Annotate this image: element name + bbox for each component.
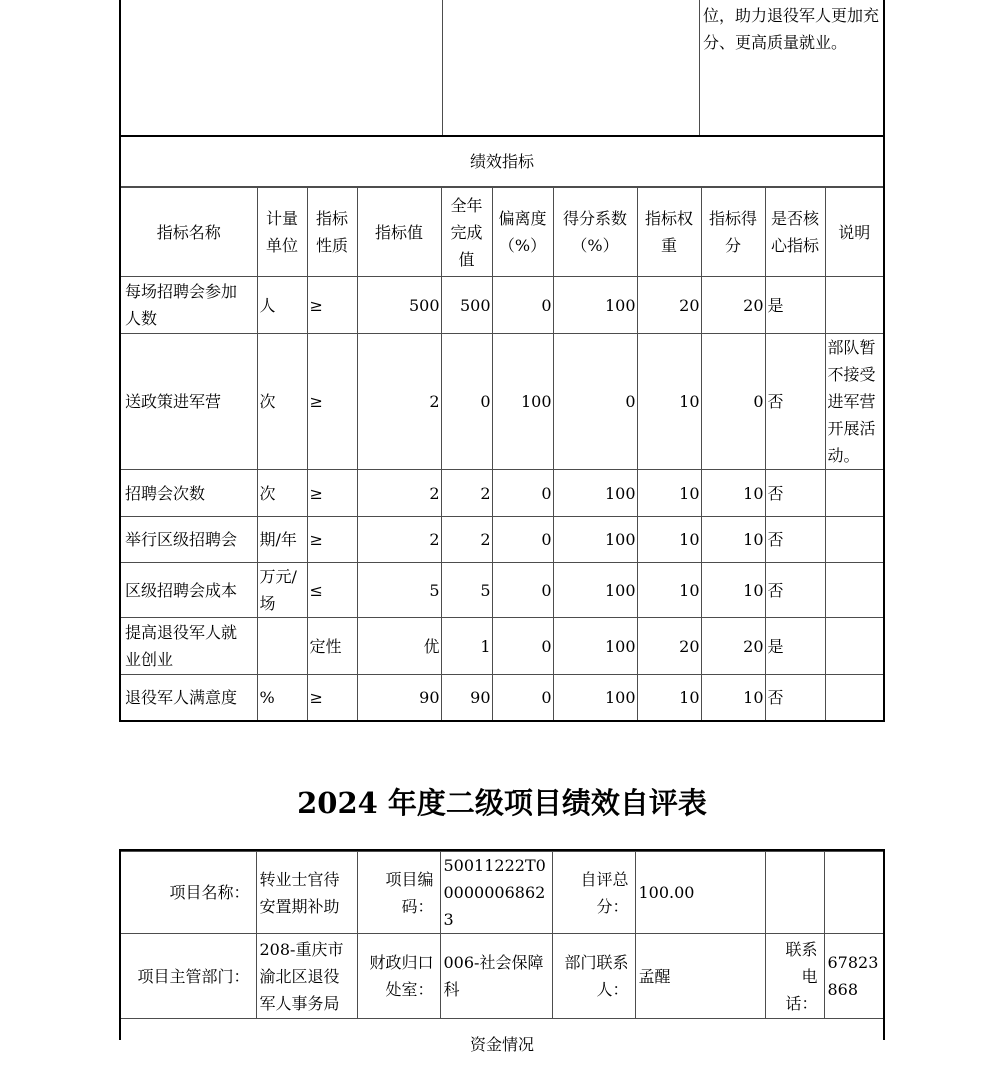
self-score-label: 自评总分： bbox=[552, 852, 635, 934]
section-header-label: 绩效指标 bbox=[469, 152, 534, 171]
performance-table bbox=[119, 0, 885, 722]
table-cell: 10 bbox=[637, 517, 701, 563]
info-empty-label bbox=[765, 852, 824, 934]
table-cell: 是 bbox=[765, 618, 825, 675]
table-cell: 2 bbox=[357, 517, 441, 563]
table-cell: 2 bbox=[441, 470, 492, 517]
col-header-score: 指标得分 bbox=[701, 188, 765, 277]
table-cell: 送政策进军营 bbox=[121, 334, 257, 470]
funding-section-row bbox=[121, 1019, 883, 1072]
table-cell: ≥ bbox=[307, 517, 357, 563]
table-cell: 0 bbox=[492, 563, 553, 618]
table-cell: 90 bbox=[357, 675, 441, 720]
table-cell: 0 bbox=[492, 517, 553, 563]
contact-person-value: 孟醒 bbox=[635, 934, 765, 1019]
table-cell: 100 bbox=[553, 277, 637, 334]
table-cell: 100 bbox=[553, 675, 637, 720]
info-empty-value bbox=[824, 852, 883, 934]
page-title: 2024 年度二级项目绩效自评表 bbox=[297, 786, 707, 820]
table-cell bbox=[257, 618, 307, 675]
col-header-remarks: 说明 bbox=[825, 188, 883, 277]
col-header-target-value: 指标值 bbox=[357, 188, 441, 277]
table-cell: 0 bbox=[492, 618, 553, 675]
table-cell: 10 bbox=[701, 470, 765, 517]
project-name-label: 项目名称： bbox=[121, 852, 256, 934]
project-info-table bbox=[119, 849, 885, 1054]
table-cell: 100 bbox=[553, 470, 637, 517]
phone-value: 67823868 bbox=[824, 934, 883, 1019]
col-header-unit: 计量单位 bbox=[257, 188, 307, 277]
continuation-cell-2 bbox=[443, 0, 700, 135]
table-row bbox=[121, 517, 883, 563]
col-header-annual-completion: 全年完成值 bbox=[441, 188, 492, 277]
finance-office-value: 006-社会保障科 bbox=[440, 934, 552, 1019]
table-cell: 提高退役军人就业创业 bbox=[121, 618, 257, 675]
table-cell: 否 bbox=[765, 517, 825, 563]
continuation-cell-3: 位，助力退役军人更加充分、更高质量就业。 bbox=[703, 6, 880, 52]
continuation-row bbox=[121, 0, 883, 137]
phone-label: 联系电话： bbox=[765, 934, 824, 1019]
table-cell: 次 bbox=[257, 470, 307, 517]
table-cell: 0 bbox=[492, 470, 553, 517]
table-cell: ≥ bbox=[307, 675, 357, 720]
table-row bbox=[121, 334, 883, 470]
table-cell: 20 bbox=[637, 277, 701, 334]
department-value: 208-重庆市渝北区退役军人事务局 bbox=[256, 934, 357, 1019]
table-cell: 10 bbox=[637, 563, 701, 618]
table-cell: 万元/场 bbox=[257, 563, 307, 618]
table-cell: 0 bbox=[553, 334, 637, 470]
table-cell: 100 bbox=[553, 563, 637, 618]
table-cell: 2 bbox=[357, 334, 441, 470]
table-cell bbox=[825, 675, 883, 720]
table-cell: 100 bbox=[553, 517, 637, 563]
table-cell: 区级招聘会成本 bbox=[121, 563, 257, 618]
table-cell: 否 bbox=[765, 334, 825, 470]
col-header-score-coefficient: 得分系数（%） bbox=[553, 188, 637, 277]
table-cell: 0 bbox=[492, 277, 553, 334]
table-cell bbox=[825, 517, 883, 563]
table-cell: 10 bbox=[701, 675, 765, 720]
table-cell: 20 bbox=[637, 618, 701, 675]
table-cell: 招聘会次数 bbox=[121, 470, 257, 517]
table-cell: 0 bbox=[701, 334, 765, 470]
col-header-core: 是否核心指标 bbox=[765, 188, 825, 277]
info-row-1 bbox=[121, 852, 883, 934]
table-cell: ≤ bbox=[307, 563, 357, 618]
table-cell: 否 bbox=[765, 675, 825, 720]
self-score-value: 100.00 bbox=[635, 852, 765, 934]
table-cell: 次 bbox=[257, 334, 307, 470]
table-cell: 10 bbox=[701, 563, 765, 618]
table-row bbox=[121, 618, 883, 675]
col-header-indicator-name: 指标名称 bbox=[121, 188, 257, 277]
table-cell: 500 bbox=[441, 277, 492, 334]
table-cell: 10 bbox=[701, 517, 765, 563]
table-cell: 1 bbox=[441, 618, 492, 675]
indicator-header-row bbox=[121, 188, 883, 277]
table-cell: 期/年 bbox=[257, 517, 307, 563]
department-label: 项目主管部门： bbox=[121, 934, 256, 1019]
table-cell bbox=[825, 277, 883, 334]
table-cell: 100 bbox=[492, 334, 553, 470]
table-cell: 部队暂不接受进军营开展活动。 bbox=[825, 334, 883, 470]
table-cell: 优 bbox=[357, 618, 441, 675]
table-cell: 10 bbox=[637, 470, 701, 517]
project-code-label: 项目编码： bbox=[357, 852, 440, 934]
col-header-nature: 指标性质 bbox=[307, 188, 357, 277]
table-cell: 5 bbox=[357, 563, 441, 618]
table-row bbox=[121, 277, 883, 334]
finance-office-label: 财政归口处室： bbox=[357, 934, 440, 1019]
table-cell: 否 bbox=[765, 563, 825, 618]
table-row bbox=[121, 675, 883, 720]
table-row bbox=[121, 470, 883, 517]
table-cell: 5 bbox=[441, 563, 492, 618]
table-cell: % bbox=[257, 675, 307, 720]
table-cell: 举行区级招聘会 bbox=[121, 517, 257, 563]
section-header-performance-indicators bbox=[121, 137, 883, 187]
table-cell: 2 bbox=[441, 517, 492, 563]
project-name-value: 转业士官待安置期补助 bbox=[256, 852, 357, 934]
col-header-weight: 指标权重 bbox=[637, 188, 701, 277]
table-cell: 定性 bbox=[307, 618, 357, 675]
table-cell: 20 bbox=[701, 277, 765, 334]
section-header-funding: 资金情况 bbox=[121, 1019, 883, 1072]
table-cell: 2 bbox=[357, 470, 441, 517]
table-cell bbox=[825, 563, 883, 618]
table-cell: 10 bbox=[637, 675, 701, 720]
col-header-deviation: 偏离度（%） bbox=[492, 188, 553, 277]
table-cell: 500 bbox=[357, 277, 441, 334]
contact-person-label: 部门联系人： bbox=[552, 934, 635, 1019]
continuation-cell-1 bbox=[121, 0, 443, 135]
indicator-table bbox=[121, 187, 883, 720]
info-row-2 bbox=[121, 934, 883, 1019]
table-cell: 100 bbox=[553, 618, 637, 675]
table-cell: 90 bbox=[441, 675, 492, 720]
table-cell: 20 bbox=[701, 618, 765, 675]
table-cell: ≥ bbox=[307, 470, 357, 517]
table-cell: 0 bbox=[492, 675, 553, 720]
table-cell: 10 bbox=[637, 334, 701, 470]
table-cell: ≥ bbox=[307, 277, 357, 334]
table-cell: 人 bbox=[257, 277, 307, 334]
table-cell: 0 bbox=[441, 334, 492, 470]
table-cell bbox=[825, 470, 883, 517]
table-cell: 每场招聘会参加人数 bbox=[121, 277, 257, 334]
table-cell: 退役军人满意度 bbox=[121, 675, 257, 720]
project-code-value: 50011222T000000068623 bbox=[440, 852, 552, 934]
table-cell: 否 bbox=[765, 470, 825, 517]
table-cell: 是 bbox=[765, 277, 825, 334]
table-cell: ≥ bbox=[307, 334, 357, 470]
table-cell bbox=[825, 618, 883, 675]
table-row bbox=[121, 563, 883, 618]
